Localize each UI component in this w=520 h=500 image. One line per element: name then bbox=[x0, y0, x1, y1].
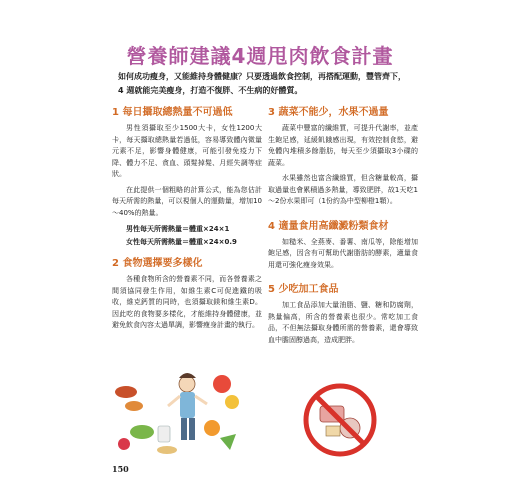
male-calorie-formula: 男性每天所需熱量＝體重×24×1 bbox=[126, 225, 230, 233]
food-variety-illustration-icon bbox=[112, 362, 242, 457]
section-1-paragraph-1: 男性須攝取至少1500大卡，女性1200大卡，每天攝取總熱量若過低，容易導致體內微量元素不足，影響身體健康，可能引發免疫力下降、體力不足、貪血、頭髮掉髮、月經失調等症狀。 bbox=[112, 124, 262, 178]
no-processed-food-icon bbox=[290, 380, 390, 460]
section-1-paragraph-2: 在此提供一個粗略的計算公式，能為您估計每天所需的熱量，可以視個人的運動量，增加10～40%的熱量。 bbox=[112, 185, 262, 217]
page-title: 營養師建議4週甩肉飲食計畫 bbox=[126, 44, 394, 68]
section-3-paragraph-2: 水果雖然也富含纖維質，但含糖量較高，攝取過量也會累積過多熱量，導致肥胖，故1天吃1～2份水果即可（1份約為中型柳橙1顆）。 bbox=[268, 174, 418, 205]
section-4-paragraph-1: 如糙米、全燕麥、番薯、南瓜等，除能增加飽足感，因含有可幫助代謝脂肪的酵素，適量食用還可強化瘦身效果。 bbox=[268, 237, 418, 269]
intro-paragraph: 如何成功瘦身，又能維持身體健康？只要透過飲食控制，再搭配運動，豐管齊下，4 週就能完美瘦身，打造不復胖、不生病的好體質。 bbox=[118, 72, 406, 95]
section-2-heading: 2 食物選擇要多樣化 bbox=[112, 258, 203, 269]
section-5-paragraph-1: 加工食品添加大量油脂、鹽、糖和防腐劑，熱量偏高，所含的營養素也很少。常吃加工食品，不但無法攝取身體所需的營養素，還會導致血中膽固醇過高，造成肥胖。 bbox=[268, 301, 418, 344]
section-3-heading: 3 蔬菜不能少，水果不過量 bbox=[268, 107, 389, 118]
section-5-heading: 5 少吃加工食品 bbox=[268, 284, 339, 295]
right-column bbox=[268, 106, 418, 350]
section-3-paragraph-1: 蔬菜中豐富的纖維質，可提升代謝率，並產生飽足感，延緩飢餓感出現，有效控制食慾，避免體內堆積多餘脂肪，每天至少須攝取3小碟的蔬菜。 bbox=[268, 124, 418, 167]
left-column bbox=[112, 106, 262, 336]
section-1-heading: 1 每日攝取總熱量不可過低 bbox=[112, 107, 233, 118]
section-2-paragraph-1: 各種食物所含的營養素不同，而各營養素之間須協同發生作用，如維生素C可促進鐵的吸收，維克鈣質的同時，也須攝取鎂和維生素D。因此吃的食物要多樣化，才能維持身體健康，並避免飲食內容太過單調，影響瘦身計畫的執行。 bbox=[112, 275, 262, 329]
female-calorie-formula: 女性每天所需熱量＝體重×24×0.9 bbox=[126, 238, 237, 246]
page-number: 150 bbox=[112, 464, 129, 474]
section-4-heading: 4 適量食用高纖澱粉類食材 bbox=[268, 220, 389, 232]
